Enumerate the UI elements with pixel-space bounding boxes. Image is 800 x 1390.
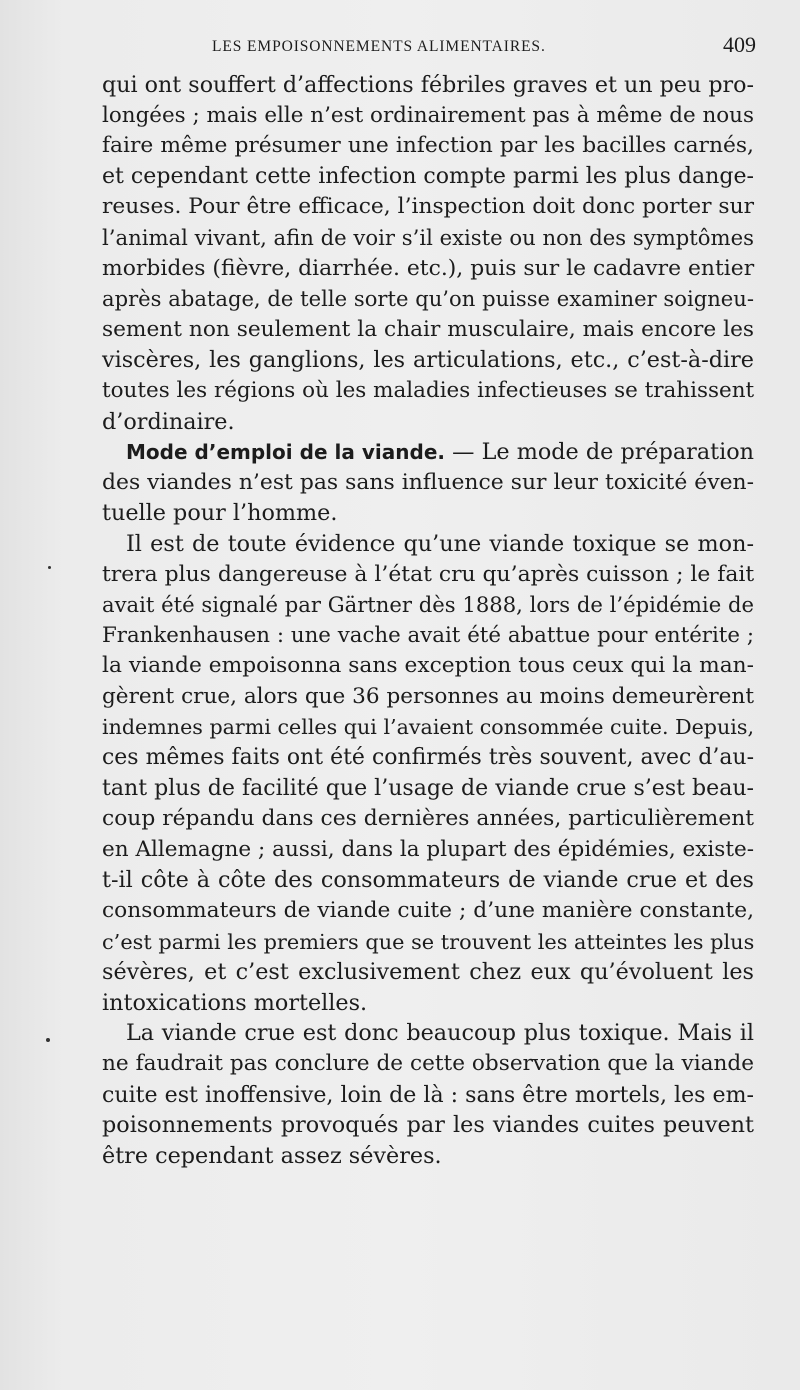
text-line: morbides (fièvre, diarrhée. etc.), puis sur le cadavre entier xyxy=(102,255,755,281)
text-line: la viande empoisonna sans exception tous ceux qui la man- xyxy=(102,653,754,679)
text-line: l’animal vivant, afin de voir s’il existe ou non des symptômes xyxy=(102,224,754,250)
text-line: coup répandu dans ces dernières années, particulièrement xyxy=(102,806,754,832)
body-text xyxy=(102,70,754,1171)
text-line: faire même présumer une infection par les bacilles carnés, xyxy=(102,133,754,159)
text-line: cuite est inoffensive, loin de là : sans être mortels, les em- xyxy=(102,1081,754,1108)
ink-speck xyxy=(48,566,51,569)
text-line: intoxications mortelles. xyxy=(102,989,368,1016)
text-line: indemnes parmi celles qui l’avaient consommée cuite. Depuis, xyxy=(102,715,754,740)
text-line: c’est parmi les premiers que se trouvent les atteintes les plus xyxy=(102,929,755,954)
text-line: tuelle pour l’homme. xyxy=(102,500,338,527)
text-line: longées ; mais elle n’est ordinairement pas à même de nous xyxy=(102,102,754,128)
text-line: t-il côte à côte des consommateurs de viande crue et des xyxy=(102,867,754,894)
section-heading: Mode d’emploi de la viande. xyxy=(126,440,445,465)
text-line: en Allemagne ; aussi, dans la plupart des épidémies, existe- xyxy=(102,836,755,862)
running-title: LES EMPOISONNEMENTS ALIMENTAIRES. xyxy=(212,38,546,55)
text-line: toutes les régions où les maladies infectieuses se trahissent xyxy=(102,377,755,403)
ink-speck xyxy=(46,1038,50,1042)
text-line: gèrent crue, alors que 36 personnes au moins demeurèrent xyxy=(102,683,754,709)
text-line: ne faudrait pas conclure de cette observation que la viande xyxy=(102,1051,754,1076)
text-line: et cependant cette infection compte parmi les plus dange- xyxy=(102,163,754,189)
text-line: reuses. Pour être efficace, l’inspection doit donc porter sur xyxy=(102,194,754,220)
text-line: être cependant assez sévères. xyxy=(102,1142,442,1169)
text-line: Frankenhausen : une vache avait été abattue pour entérite ; xyxy=(102,622,754,648)
section-heading-continuation: — Le mode de préparation xyxy=(445,439,754,466)
text-line: Il est de toute évidence qu’une viande toxique se mon- xyxy=(126,530,754,557)
text-line: après abatage, de telle sorte qu’on puisse examiner soigneu- xyxy=(102,286,754,312)
text-line: poisonnements provoqués par les viandes cuites peuvent xyxy=(102,1112,754,1139)
text-line: consommateurs de viande cuite ; d’une manière constante, xyxy=(102,898,754,924)
text-line: sement non seulement la chair musculaire, mais encore les xyxy=(102,316,754,342)
text-line: sévères, et c’est exclusivement chez eux qu’évoluent les xyxy=(102,959,754,986)
text-line: des viandes n’est pas sans influence sur leur toxicité éven- xyxy=(102,469,754,495)
text-line: qui ont souffert d’affections fébriles graves et un peu pro- xyxy=(102,72,754,98)
text-line: trera plus dangereuse à l’état cru qu’après cuisson ; le fait xyxy=(102,561,755,587)
text-line: d’ordinaire. xyxy=(102,408,235,435)
text-line: viscères, les ganglions, les articulations, etc., c’est-à-dire xyxy=(102,347,754,374)
text-line: tant plus de facilité que l’usage de viande crue s’est beau- xyxy=(102,775,754,801)
text-line: avait été signalé par Gärtner dès 1888, lors de l’épidémie de xyxy=(102,592,754,618)
text-line: La viande crue est donc beaucoup plus toxique. Mais il xyxy=(126,1020,754,1047)
page-number: 409 xyxy=(723,32,756,57)
page-header xyxy=(212,32,766,62)
section-heading-line xyxy=(102,437,754,468)
text-line: ces mêmes faits ont été confirmés très souvent, avec d’au- xyxy=(102,745,754,771)
